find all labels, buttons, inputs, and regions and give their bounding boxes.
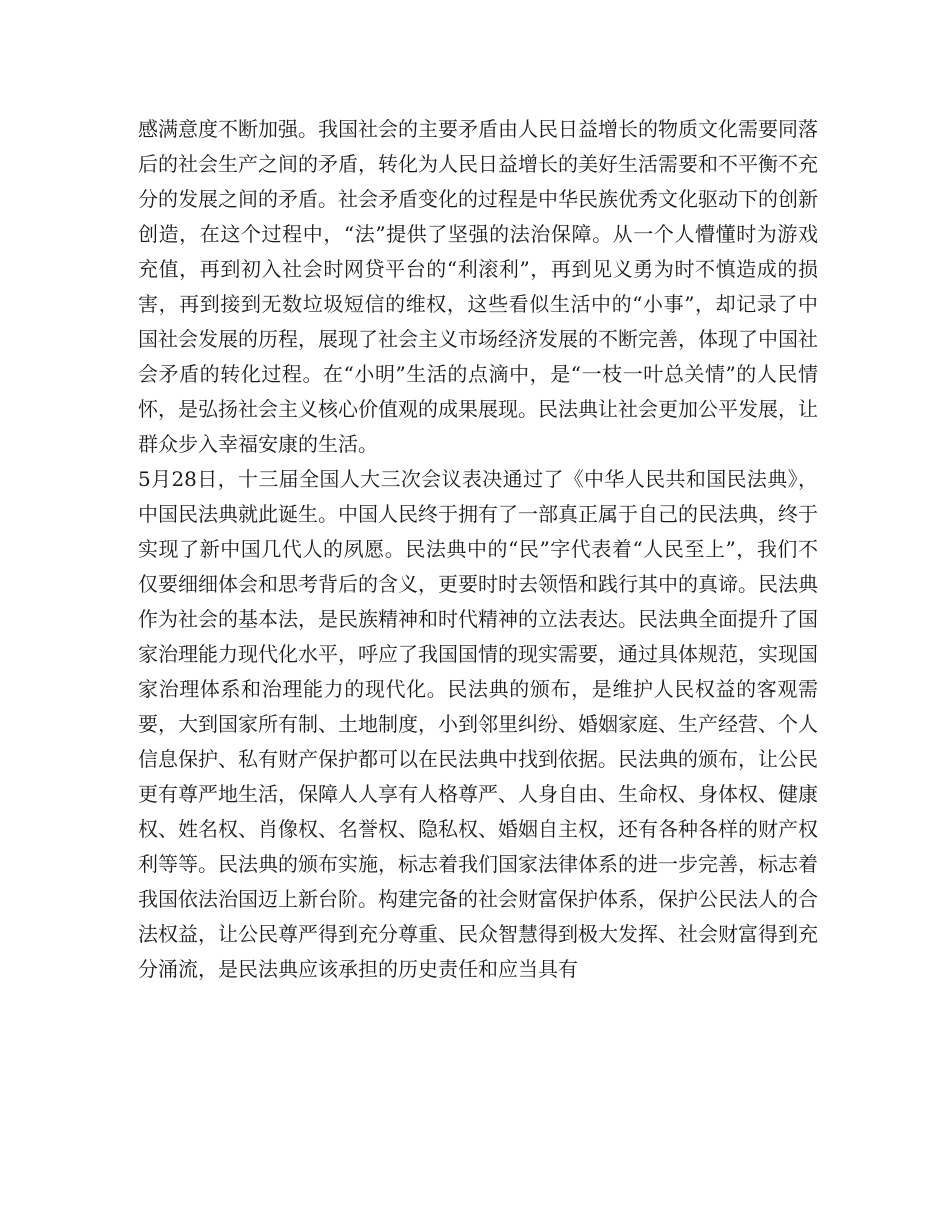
document-body <box>138 112 818 987</box>
paragraph-1: 感满意度不断加强。我国社会的主要矛盾由人民日益增长的物质文化需要同落后的社会生产之间的矛盾，转化为人民日益增长的美好生活需要和不平衡不充分的发展之间的矛盾。社会矛盾变化的过程是中华民族优秀文化驱动下的创新创造，在这个过程中，“法”提供了坚强的法治保障。从一个人懵懂时为游戏充值，再到初入社会时网贷平台的“利滚利”，再到见义勇为时不慎造成的损害，再到接到无数垃圾短信的维权，这些看似生活中的“小事”，却记录了中国社会发展的历程，展现了社会主义市场经济发展的不断完善，体现了中国社会矛盾的转化过程。在“小明”生活的点滴中，是“一枝一叶总关情”的人民情怀，是弘扬社会主义核心价值观的成果展现。民法典让社会更加公平发展，让群众步入幸福安康的生活。 <box>138 117 818 456</box>
paragraph-2: 5月28日，十三届全国人大三次会议表决通过了《中华人民共和国民法典》，中国民法典就此诞生。中国人民终于拥有了一部真正属于自己的民法典，终于实现了新中国几代人的夙愿。民法典中的“民”字代表着“人民至上”，我们不仅要细细体会和思考背后的含义，更要时时去领悟和践行其中的真谛。民法典作为社会的基本法，是民族精神和时代精神的立法表达。民法典全面提升了国家治理能力现代化水平，呼应了我国国情的现实需要，通过具体规范，实现国家治理体系和治理能力的现代化。民法典的颁布，是维护人民权益的客观需要，大到国家所有制、土地制度，小到邻里纠纷、婚姻家庭、生产经营、个人信息保护、私有财产保护都可以在民法典中找到依据。民法典的颁布，让公民更有尊严地生活，保障人人享有人格尊严、人身自由、生命权、身体权、健康权、姓名权、肖像权、名誉权、隐私权、婚姻自主权，还有各种各样的财产权利等等。民法典的颁布实施，标志着我们国家法律体系的进一步完善，标志着我国依法治国迈上新台阶。构建完备的社会财富保护体系，保护公民法人的合法权益，让公民尊严得到充分尊重、民众智慧得到极大发挥、社会财富得到充分涌流，是民法典应该承担的历史责任和应当具有 <box>138 467 818 981</box>
